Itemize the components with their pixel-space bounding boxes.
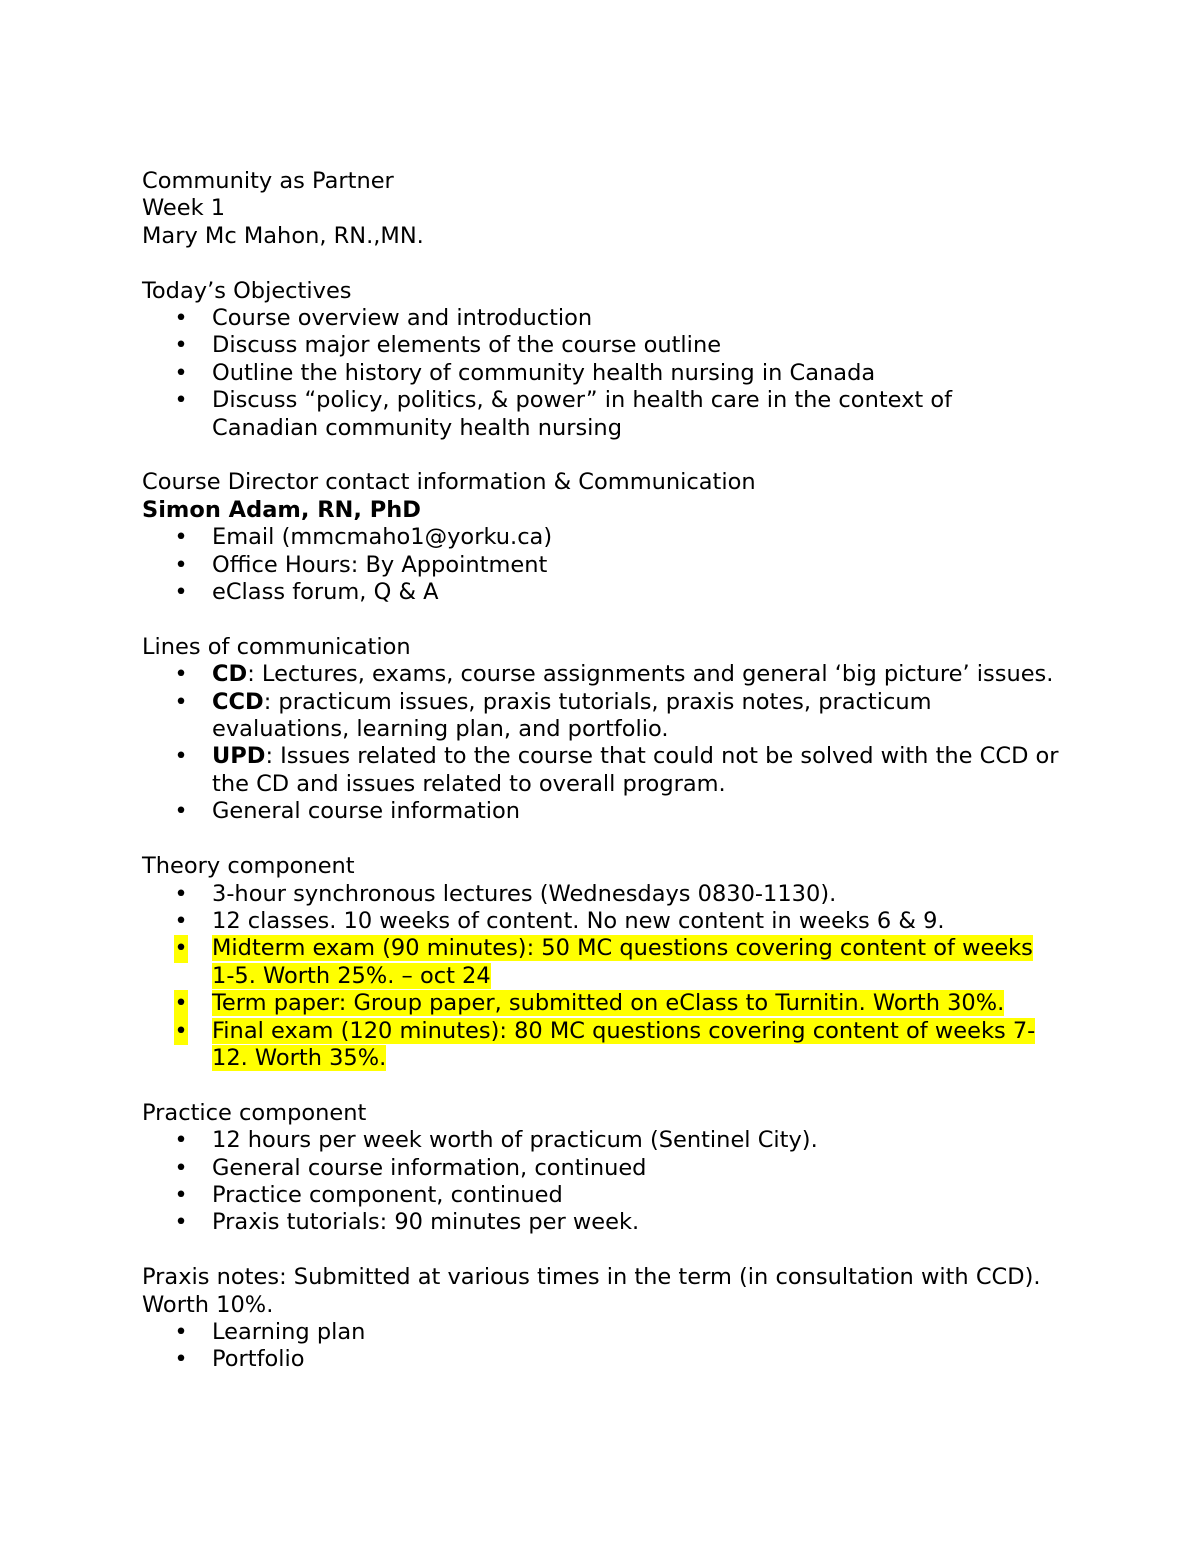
practice-list [142, 1127, 1062, 1237]
document-title: Community as Partner [142, 168, 394, 194]
author-line: Mary Mc Mahon, RN.,MN. [142, 222, 424, 249]
bullet-icon: • [174, 688, 188, 715]
bullet-icon: • [174, 1017, 188, 1044]
highlighted-text: Midterm exam (90 minutes): 50 MC questions covering content of weeks 1-5. Worth 25%. – oct 24 [212, 935, 1033, 989]
bullet-icon: • [174, 1127, 188, 1154]
praxis-notes-paragraph: Praxis notes: Submitted at various times in the term (in consultation with CCD). Worth 10%. [142, 1264, 1048, 1318]
spacer [142, 1072, 1062, 1099]
bullet-icon: • [174, 305, 188, 332]
bullet-icon: • [174, 551, 188, 578]
theory-list [142, 881, 1062, 1073]
highlighted-list-item [142, 935, 1062, 990]
list-item: • Office Hours: By Appointment [174, 551, 548, 578]
bullet-icon: • [174, 990, 188, 1017]
bullet-icon: • [174, 1318, 188, 1345]
objectives-list [142, 305, 1062, 442]
list-item: • Learning plan [174, 1318, 366, 1345]
list-item: • UPD: Issues related to the course that could not be solved with the CCD or the CD and issues related to overall program. [174, 743, 1059, 797]
bullet-icon: • [174, 880, 188, 907]
bullet-icon: • [174, 332, 188, 359]
bullet-icon: • [174, 579, 188, 606]
bullet-icon: • [174, 387, 188, 414]
role-term: CD [212, 661, 248, 688]
bullet-icon: • [174, 743, 188, 770]
bullet-icon: • [174, 907, 188, 934]
practice-heading: Practice component [142, 1099, 367, 1126]
list-item: • Course overview and introduction [174, 305, 593, 332]
communication-heading: Lines of communication [142, 633, 411, 660]
highlighted-text: Final exam (120 minutes): 80 MC questions covering content of weeks 7-12. Worth 35%. [212, 1017, 1036, 1071]
highlighted-text: Term paper: Group paper, submitted on eClass to Turnitin. Worth 30%. [212, 990, 1005, 1017]
list-item: • 3-hour synchronous lectures (Wednesdays 0830-1130). [174, 880, 837, 907]
list-item: • Practice component, continued [174, 1181, 563, 1208]
course-director-name: Simon Adam, RN, PhD [142, 496, 421, 523]
document-body [142, 168, 1062, 1374]
bullet-icon: • [174, 798, 188, 825]
role-term: UPD [212, 743, 266, 770]
praxis-list [142, 1319, 1062, 1374]
list-item: • CD: Lectures, exams, course assignments and general ‘big picture’ issues. [174, 661, 1054, 688]
spacer [142, 826, 1062, 853]
list-item: • Portfolio [174, 1346, 305, 1373]
spacer [142, 442, 1062, 469]
bullet-icon: • [174, 661, 188, 688]
bullet-icon: • [174, 1154, 188, 1181]
objectives-heading: Today’s Objectives [142, 277, 352, 304]
bullet-icon: • [174, 1346, 188, 1373]
week-label: Week 1 [142, 195, 226, 222]
list-item: • 12 hours per week worth of practicum (Sentinel City). [174, 1127, 818, 1154]
list-item: • General course information [174, 798, 521, 825]
bullet-icon: • [174, 1181, 188, 1208]
bullet-icon: • [174, 359, 188, 386]
email-text: Email (mmcmaho1@yorku.ca) [212, 524, 553, 551]
highlighted-list-item [142, 990, 1062, 1017]
list-item: • Praxis tutorials: 90 minutes per week. [174, 1209, 640, 1236]
communication-list [142, 661, 1062, 825]
list-item: • Outline the history of community health nursing in Canada [174, 359, 876, 386]
list-item: • 12 classes. 10 weeks of content. No new content in weeks 6 & 9. [174, 907, 945, 934]
spacer [142, 250, 1062, 277]
list-item [142, 524, 1062, 551]
spacer [142, 1237, 1062, 1264]
list-item: • Discuss “policy, politics, & power” in health care in the context of Canadian community health nursing [174, 387, 953, 441]
list-item: • Discuss major elements of the course outline [174, 332, 722, 359]
contact-heading: Course Director contact information & Communication [142, 469, 756, 496]
list-item: • General course information, continued [174, 1154, 647, 1181]
role-term: CCD [212, 688, 264, 715]
bullet-icon: • [174, 524, 188, 551]
contact-list [142, 524, 1062, 606]
theory-heading: Theory component [142, 853, 355, 880]
spacer [142, 606, 1062, 633]
list-item: • eClass forum, Q & A [174, 579, 439, 606]
highlighted-list-item [142, 1018, 1062, 1073]
bullet-icon: • [174, 935, 188, 962]
list-item: • CCD: practicum issues, praxis tutorials, praxis notes, practicum evaluations, learning plan, and portfolio. [174, 688, 932, 743]
bullet-icon: • [174, 1209, 188, 1236]
